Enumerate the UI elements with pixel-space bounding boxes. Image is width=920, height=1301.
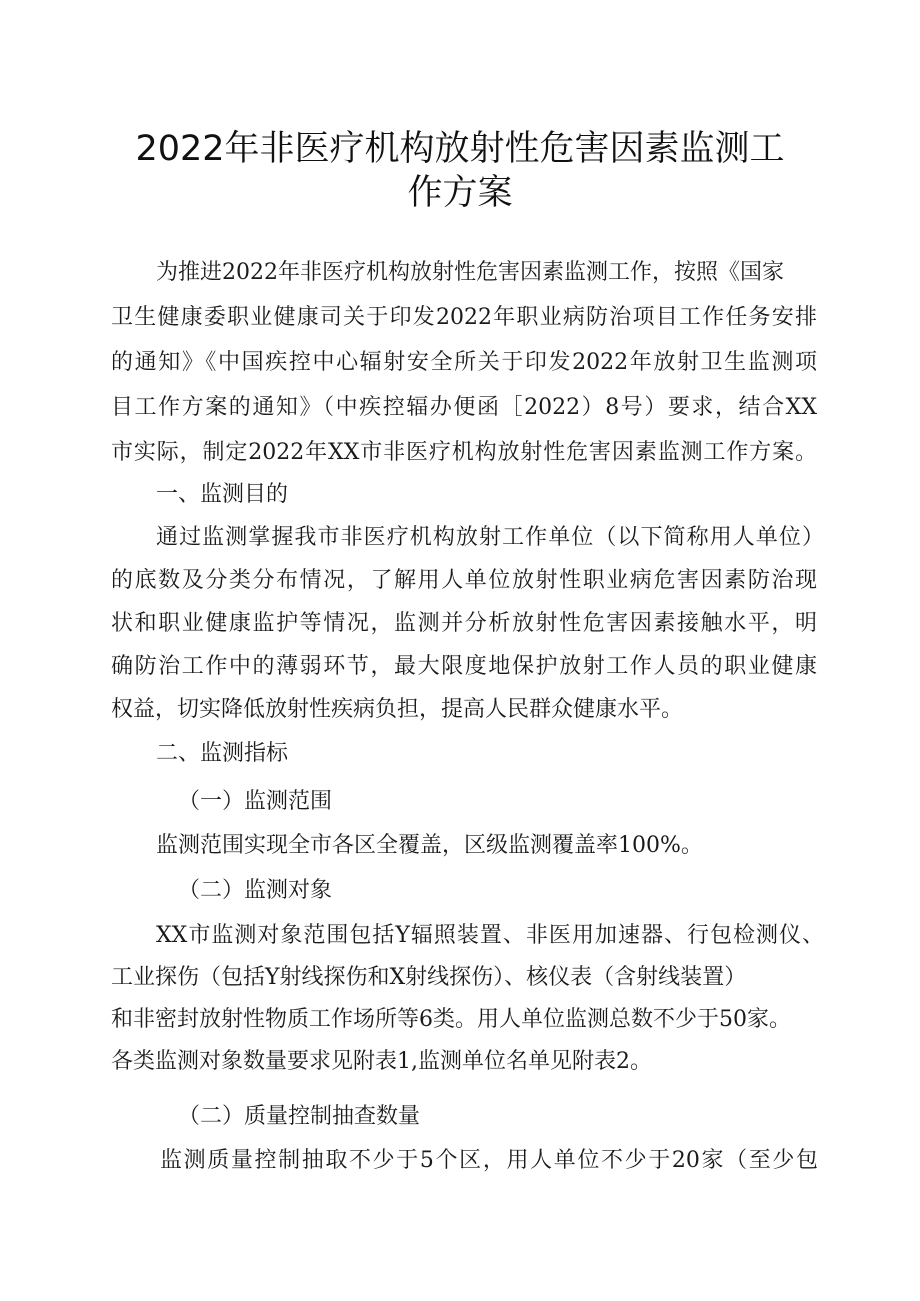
document-title-line-2: 作方案 [407,173,513,213]
document-title-line-1: 2022年非医疗机构放射性危害因素监测工 [135,129,785,169]
section-2-sub-3-line-1: 监测质量控制抽取不少于5个区，用人单位不少于20家（至少包 [160,1148,818,1173]
section-2-sub-1-heading: （一）监测范围 [178,789,333,814]
section-2-sub-2-heading: （二）监测对象 [178,878,333,903]
intro-line-4: 目工作方案的通知》（中疾控辐办便函［2022）8号）要求，结合XX [111,395,817,420]
intro-line-1: 为推进2022年非医疗机构放射性危害因素监测工作，按照《国家 [156,260,784,285]
section-2-sub-3-heading: （二）质量控制抽查数量 [178,1104,421,1129]
section-1-line-5: 权益，切实降低放射性疾病负担，提高人民群众健康水平。 [111,697,684,722]
section-1-heading: 一、监测目的 [156,482,289,507]
section-2-sub-1-line-1: 监测范围实现全市各区全覆盖，区级监测覆盖率100%。 [156,833,703,858]
section-1-line-4: 确防治工作中的薄弱环节，最大限度地保护放射工作人员的职业健康 [111,654,817,679]
section-2-sub-2-line-4: 各类监测对象数量要求见附表1,监测单位名单见附表2。 [111,1049,652,1074]
section-2-sub-2-line-2: 工业探伤（包括Y射线探伤和X射线探伤）、核仪表（含射线装置） [111,965,747,990]
section-2-sub-2-line-1: XX市监测对象范围包括Y辐照装置、非医用加速器、行包检测仪、 [156,923,824,948]
section-2-sub-2-line-3: 和非密封放射性物质工作场所等6类。用人单位监测总数不少于50家。 [111,1007,791,1032]
intro-line-2: 卫生健康委职业健康司关于印发2022年职业病防治项目工作任务安排 [111,305,817,330]
intro-line-3: 的通知》《中国疾控中心辐射安全所关于印发2022年放射卫生监测项 [111,350,817,375]
section-1-line-3: 状和职业健康监护等情况，监测并分析放射性危害因素接触水平，明 [111,611,817,636]
section-1-line-1: 通过监测掌握我市非医疗机构放射工作单位（以下简称用人单位） [156,525,824,550]
section-2-heading: 二、监测指标 [156,741,289,766]
intro-line-5: 市实际，制定2022年XX市非医疗机构放射性危害因素监测工作方案。 [111,440,817,465]
section-1-line-2: 的底数及分类分布情况，了解用人单位放射性职业病危害因素防治现 [111,568,817,593]
